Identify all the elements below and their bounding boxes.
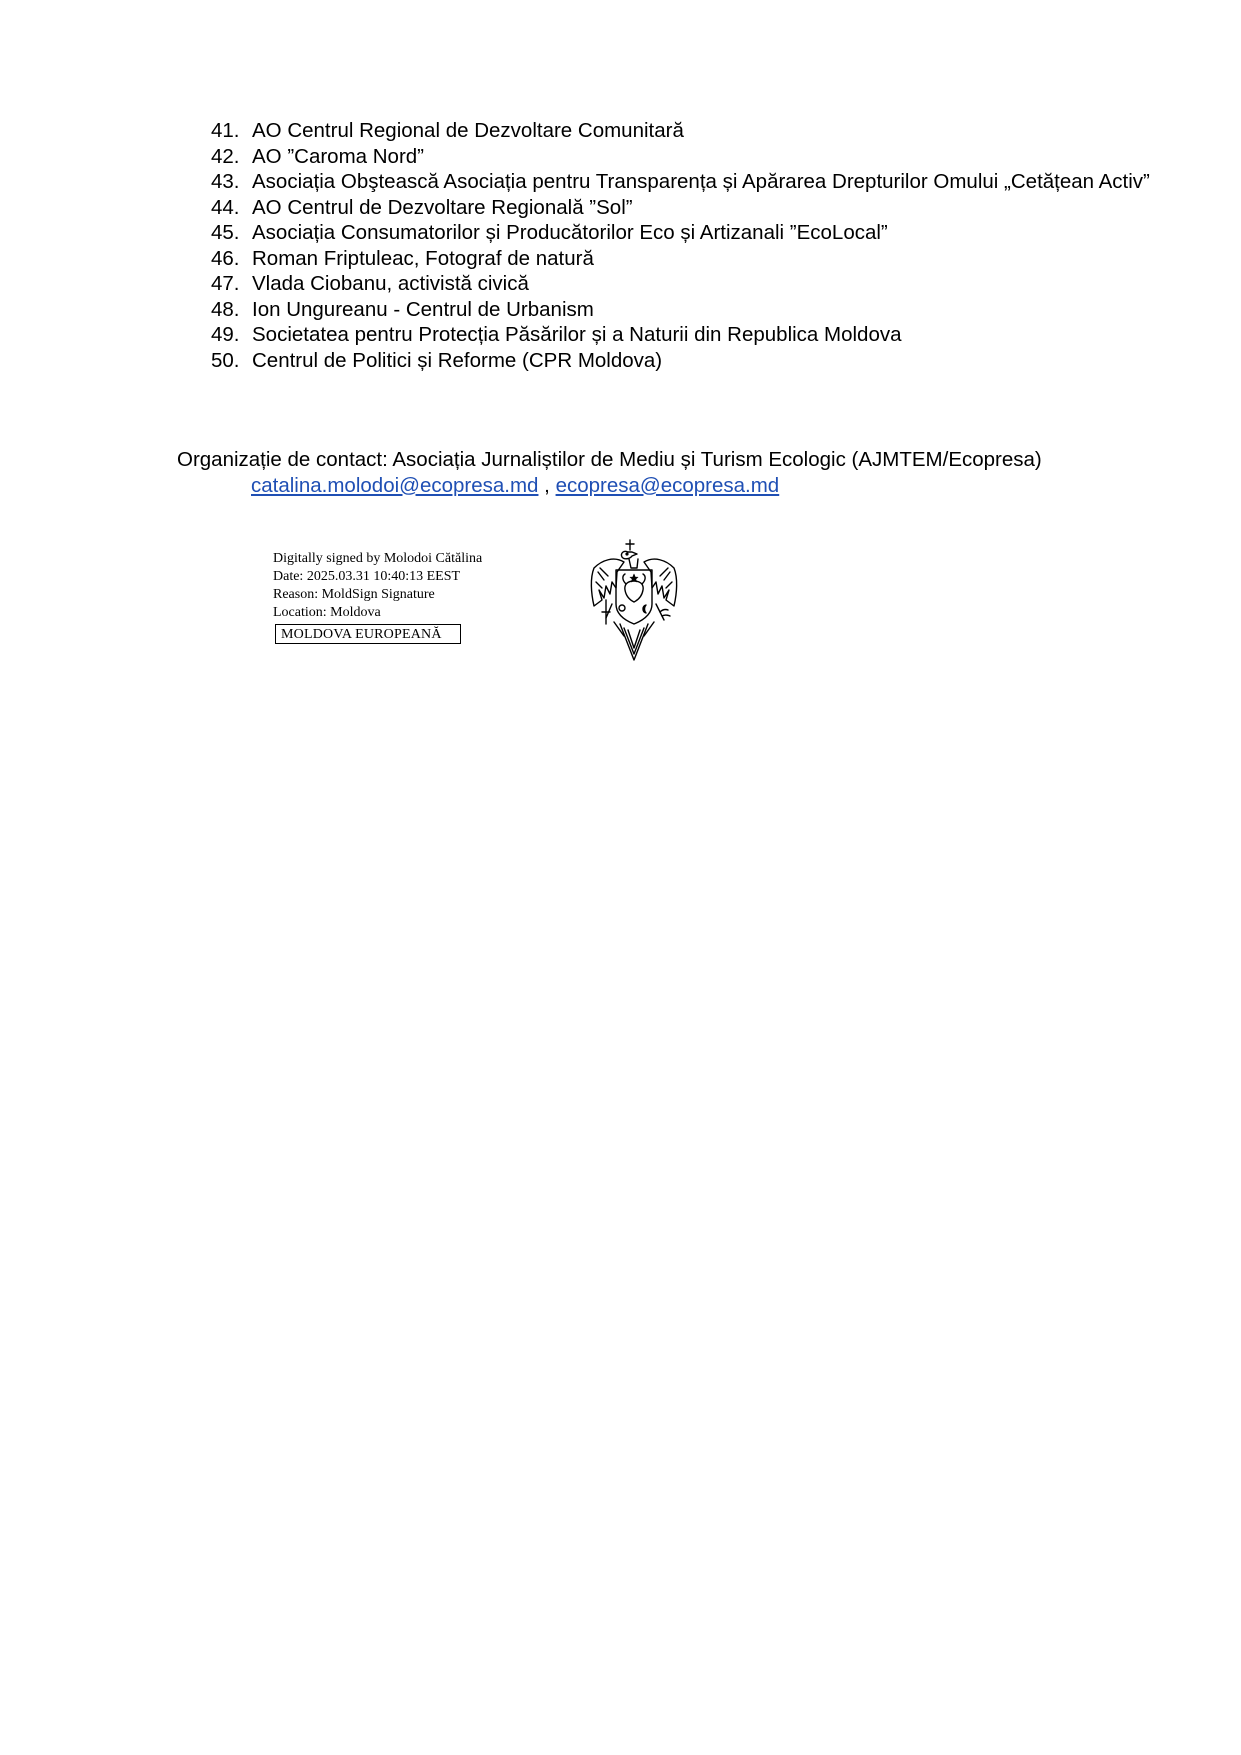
list-item <box>205 271 1165 297</box>
list-item-number: 44. <box>211 195 240 219</box>
signature-signer: Digitally signed by Molodoi Cătălina <box>273 551 483 566</box>
list-item-number: 49. <box>211 323 240 346</box>
list-item <box>205 246 1165 272</box>
list-item <box>205 169 1165 195</box>
list-item-number: 48. <box>211 297 240 321</box>
list-item-text: AO Centrul Regional de Dezvoltare Comunitară <box>252 119 684 142</box>
contact-emails <box>177 473 1177 499</box>
email-link-catalina[interactable]: catalina.molodoi@ecopresa.md <box>251 473 539 497</box>
list-item-number: 42. <box>211 144 240 168</box>
list-item-text: Societatea pentru Protecția Păsărilor și a Naturii din Republica Moldova <box>252 323 902 346</box>
list-item <box>205 322 1165 348</box>
list-item-text: AO Centrul de Dezvoltare Regională ”Sol” <box>252 195 633 219</box>
contact-block <box>177 447 1177 498</box>
list-item-number: 50. <box>211 348 240 372</box>
list-item <box>205 348 1165 374</box>
list-item-text: AO ”Caroma Nord” <box>252 144 425 168</box>
list-item-number: 46. <box>211 246 240 270</box>
digital-signature <box>273 550 482 644</box>
moldova-coat-of-arms-icon <box>584 538 684 663</box>
list-item-text: Centrul de Politici și Reforme (CPR Moldova) <box>252 348 663 372</box>
list-item-number: 43. <box>211 170 240 193</box>
list-item-text: Asociația Obştească Asociația pentru Transparența și Apărarea Drepturilor Omului „Cetățean Activ” <box>252 170 1150 193</box>
signature-reason: Reason: MoldSign Signature <box>273 587 435 602</box>
signature-location: Location: Moldova <box>273 605 381 620</box>
organization-list <box>205 118 1165 373</box>
list-item-text: Asociația Consumatorilor și Producătorilor Eco și Artizanali ”EcoLocal” <box>252 221 888 244</box>
list-item-number: 47. <box>211 272 240 295</box>
list-item <box>205 220 1165 246</box>
email-link-ecopresa[interactable]: ecopresa@ecopresa.md <box>555 473 780 497</box>
contact-label: Organizație de contact: Asociația Jurnaliștilor de Mediu și Turism Ecologic (AJMTEM/Ecopresa) <box>177 448 1042 471</box>
list-item <box>205 144 1165 170</box>
list-item-text: Ion Ungureanu - Centrul de Urbanism <box>252 297 594 321</box>
email-separator: , <box>538 473 556 497</box>
list-item-number: 45. <box>211 221 240 244</box>
list-item <box>205 195 1165 221</box>
list-item-number: 41. <box>211 119 240 142</box>
list-item-text: Roman Friptuleac, Fotograf de natură <box>252 246 594 270</box>
list-item-text: Vlada Ciobanu, activistă civică <box>252 272 529 295</box>
signature-badge: MOLDOVA EUROPEANĂ <box>275 624 461 644</box>
list-item <box>205 118 1165 144</box>
signature-date: Date: 2025.03.31 10:40:13 EEST <box>273 569 461 584</box>
list-item <box>205 297 1165 323</box>
